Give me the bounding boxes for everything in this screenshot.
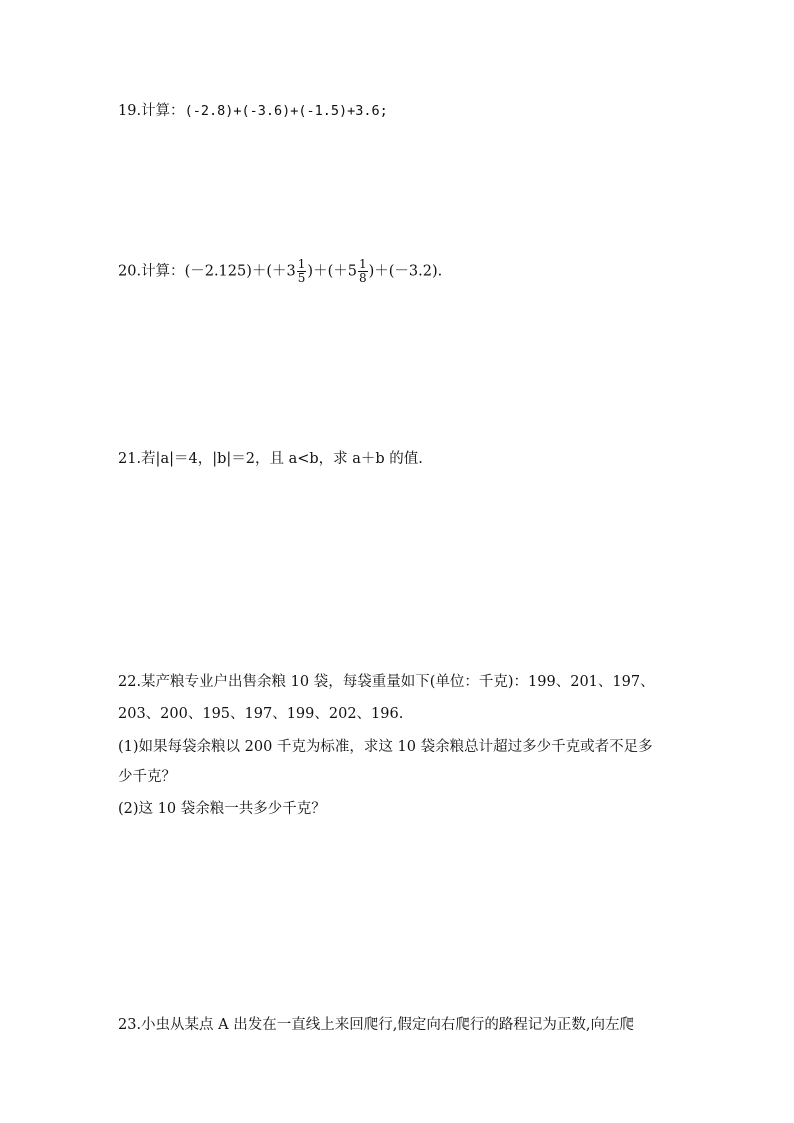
q23-text: 23.小虫从某点 A 出发在一直线上来回爬行,假定向右爬行的路程记为正数,向左爬 (118, 1017, 634, 1033)
q22-line-5: (2)这 10 袋余粮一共多少千克？ (118, 801, 326, 817)
question-23 (118, 1015, 634, 1035)
q21-text: 21.若|a|＝4，|b|＝2，且 a<b，求 a＋b 的值. (118, 451, 423, 467)
q20-part-2: )＋(＋5 (307, 263, 357, 280)
q20-fraction-2 (358, 258, 368, 285)
q20-verb: 计算： (141, 263, 185, 280)
q19-expression: (-2.8)+(-3.6)+(-1.5)+3.6; (184, 103, 388, 119)
q22-line-3: (1)如果每袋余粮以 200 千克为标准，求这 10 袋余粮总计超过多少千克或者不足多 (118, 739, 653, 755)
question-21 (118, 449, 423, 469)
q20-fraction-2-denominator: 8 (358, 271, 367, 285)
q22-line-2: 203、200、195、197、199、202、196. (118, 706, 404, 722)
q22-line-4: 少千克？ (118, 769, 176, 785)
q20-part-1: (－2.125)＋(＋3 (184, 263, 296, 280)
question-19 (118, 101, 388, 121)
q20-fraction-2-numerator: 1 (358, 257, 367, 271)
q20-fraction-1 (297, 258, 307, 285)
q20-number: 20. (118, 263, 142, 280)
q20-part-3: )＋(－3.2). (368, 263, 443, 280)
q22-line-1: 22.某产粮专业户出售余粮 10 袋，每袋重量如下(单位：千克)：199、201、197、 (118, 674, 655, 690)
q19-verb: 计算： (141, 103, 185, 119)
question-20 (118, 258, 442, 285)
q20-fraction-1-denominator: 5 (297, 271, 306, 285)
q19-number: 19. (118, 103, 142, 119)
q20-fraction-1-numerator: 1 (297, 257, 306, 271)
